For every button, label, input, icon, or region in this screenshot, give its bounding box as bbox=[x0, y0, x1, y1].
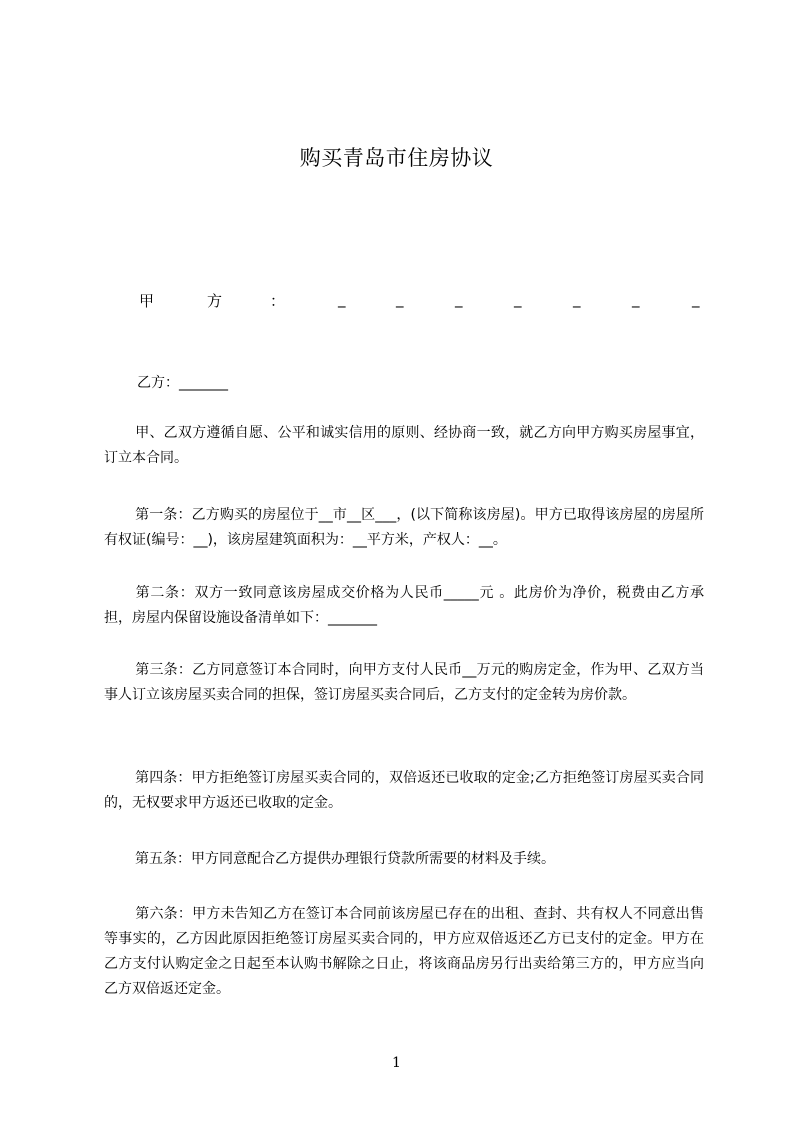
paragraph-article-4 bbox=[104, 766, 704, 816]
paragraph-intro bbox=[104, 421, 704, 471]
party-a-line bbox=[139, 290, 704, 314]
paragraph-article-2 bbox=[104, 581, 704, 631]
party-a-colon: ： bbox=[270, 292, 286, 310]
paragraph-article-5 bbox=[104, 847, 704, 872]
party-a-blank: _ bbox=[455, 290, 463, 308]
page-number: 1 bbox=[392, 1055, 401, 1071]
paragraph-article-6 bbox=[104, 902, 704, 1002]
paragraph-article-3 bbox=[104, 658, 704, 708]
paragraph-text: 第六条：甲方未告知乙方在签订本合同前该房屋已存在的出租、查封、共有权人不同意出售等事实的，乙方因此原因拒绝签订房屋买卖合同的，甲方应双倍返还乙方已支付的定金。甲方在乙方支付认购定金之日起至本认购书解除之日止，将该商品房另行出卖给第三方的，甲方应当向乙方双倍返还定金。 bbox=[104, 906, 704, 997]
party-a-blank: _ bbox=[514, 290, 522, 308]
party-a-blank: _ bbox=[396, 290, 404, 308]
paragraph-text: 第二条：双方一致同意该房屋成交价格为人民币_____元 。此房价为净价，税费由乙方承担，房屋内保留设施设备清单如下：_______ bbox=[104, 585, 704, 626]
party-a-blank: _ bbox=[573, 290, 581, 308]
paragraph-text: 第一条：乙方购买的房屋位于__市__区___，(以下简称该房屋)。甲方已取得该房屋的房屋所有权证(编号：__)，该房屋建筑面积为：__平方米，产权人：__。 bbox=[104, 507, 704, 548]
paragraph-text: 甲、乙双方遵循自愿、公平和诚实信用的原则、经协商一致，就乙方向甲方购买房屋事宜，订立本合同。 bbox=[104, 425, 704, 466]
party-a-blank: _ bbox=[338, 290, 346, 308]
party-a-blank: _ bbox=[692, 290, 700, 308]
paragraph-text: 第三条：乙方同意签订本合同时，向甲方支付人民币__万元的购房定金，作为甲、乙双方当事人订立该房屋买卖合同的担保，签订房屋买卖合同后，乙方支付的定金转为房价款。 bbox=[104, 662, 704, 703]
paragraph-text: 第四条：甲方拒绝签订房屋买卖合同的，双倍返还已收取的定金;乙方拒绝签订房屋买卖合同的，无权要求甲方返还已收取的定金。 bbox=[104, 770, 704, 811]
party-a-blank: _ bbox=[632, 290, 640, 308]
paragraph-text: 第五条：甲方同意配合乙方提供办理银行贷款所需要的材料及手续。 bbox=[135, 851, 555, 867]
document-title: 购买青岛市住房协议 bbox=[299, 146, 494, 170]
party-b-line: 乙方：_______ bbox=[137, 375, 228, 391]
party-a-char-2: 方 bbox=[207, 292, 223, 310]
party-a-char-1: 甲 bbox=[139, 292, 155, 310]
paragraph-article-1 bbox=[104, 503, 704, 553]
